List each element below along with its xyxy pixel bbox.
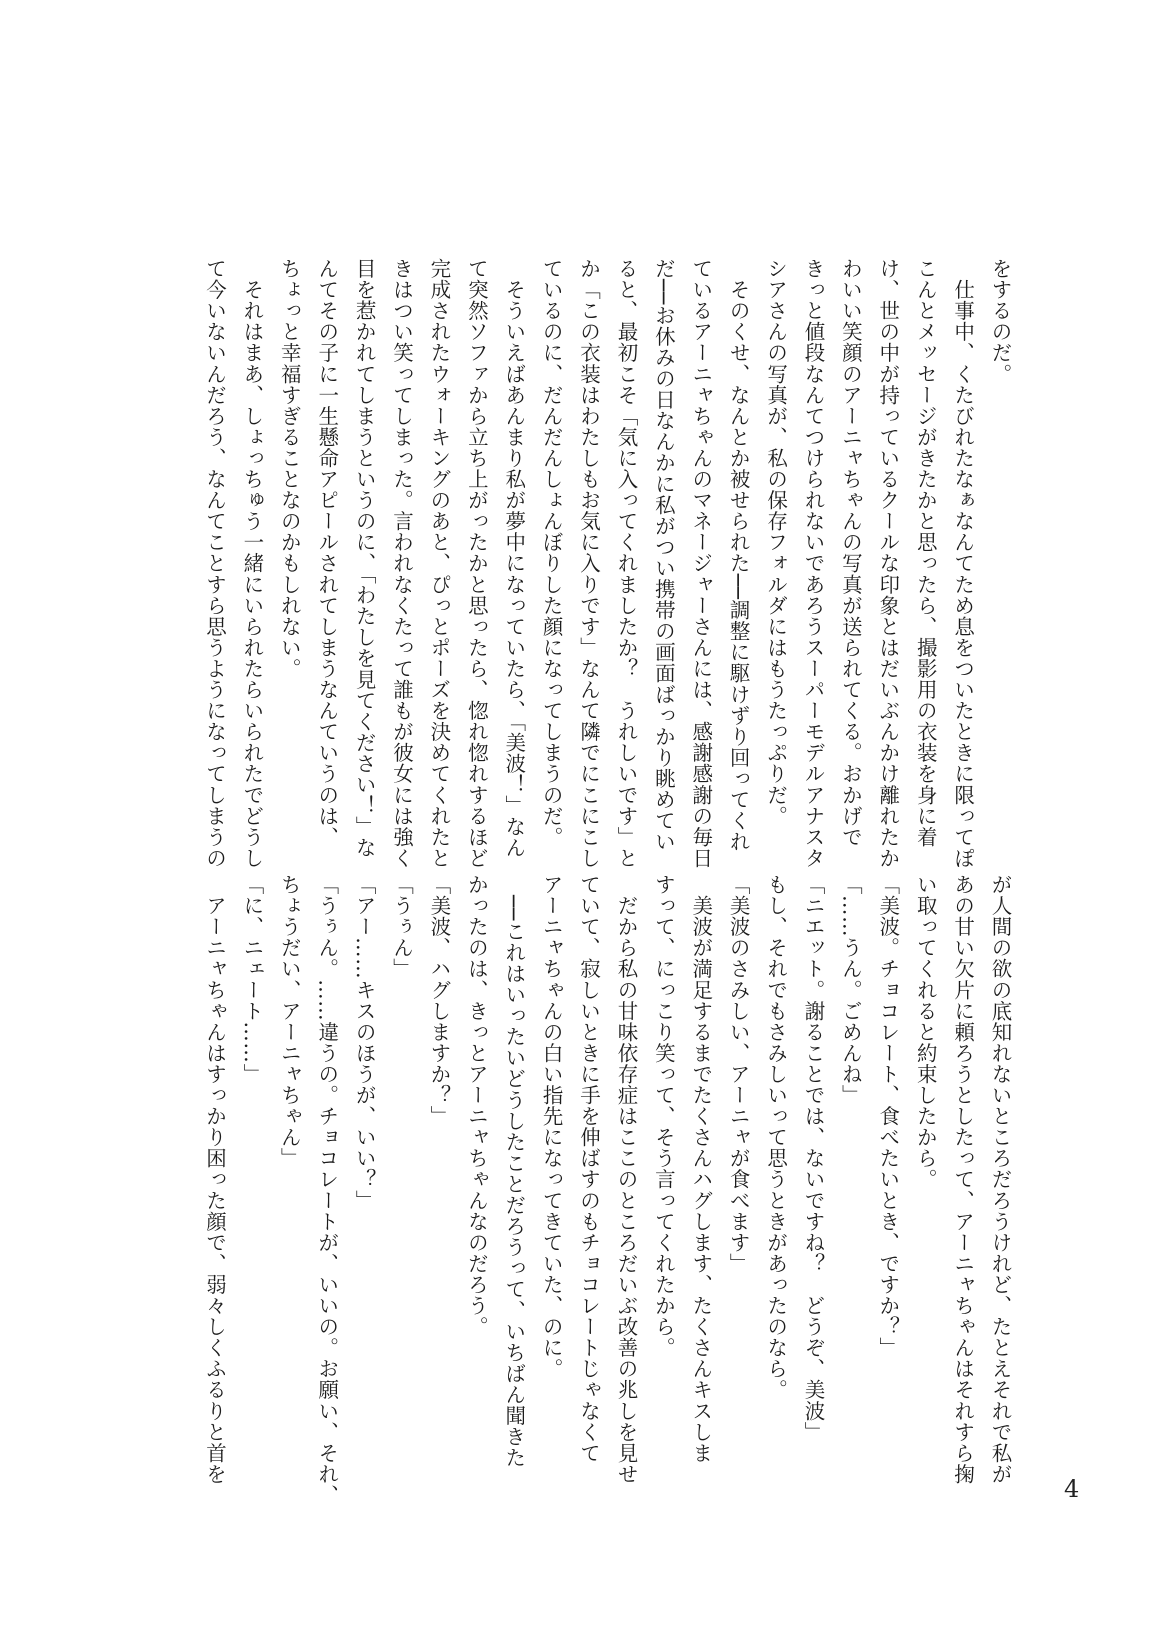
text-line: だ──お休みの日なんかに私がつい携帯の画面ばっかり眺めてい [651,258,676,853]
text-line: ちょうだい、アーニャちゃん」 [277,874,302,1169]
text-line: 「に、ニェート……」 [239,874,264,1085]
text-line: わいい笑顔のアーニャちゃんの写真が送られてくる。おかげで [838,258,863,848]
text-line: 完成されたウォーキングのあと、ぴっとポーズを決めてくれたと [426,258,451,869]
text-line: 「……うん。ごめんね」 [838,874,863,1106]
text-line: こんとメッセージがきたかと思ったら、撮影用の衣装を身に着 [913,258,938,848]
text-line: て突然ソファから立ち上がったかと思ったら、惚れ惚れするほど [464,258,489,869]
page-number: 4 [1064,1475,1080,1503]
text-line: ているのに、だんだんしょんぼりした顔になってしまうのだ。 [539,258,564,848]
text-line: そういえばあんまり私が夢中になっていたら、「美波！」なん [501,258,526,859]
text-line: それはまあ、しょっちゅう一緒にいられたらいられたでどうし [239,258,264,869]
text-line: アーニャちゃんの白い指先になってきていた、のに。 [539,874,564,1380]
upper-text-block [195,258,1018,869]
text-line: ──これはいったいどうしたことだろうって、いちばん聞きた [501,874,526,1469]
text-line: ていて、寂しいときに手を伸ばすのもチョコレートじゃなくて [576,874,601,1464]
text-line: きはつい笑ってしまった。言われなくたって誰もが彼女には強く [389,258,414,869]
text-line: かったのは、きっとアーニャちゃんなのだろう。 [464,874,489,1338]
text-line: 「美波。チョコレート、食べたいとき、ですか？」 [875,874,900,1359]
text-line: か「この衣装はわたしもお気に入りです」なんて隣でにこにこし [576,258,601,869]
text-line: ると、最初こそ「気に入ってくれましたか？ うれしいです」と [613,258,638,869]
text-line: 「うぅん」 [389,874,414,980]
text-line: すって、にっこり笑って、そう言ってくれたから。 [651,874,676,1359]
text-line: そのくせ、なんとか被せられた──調整に駆けずり回ってくれ [726,258,751,853]
text-line: ているアーニャちゃんのマネージャーさんには、感謝感謝の毎日 [688,258,713,869]
text-line: だから私の甘味依存症はここのところだいぶ改善の兆しを見せ [613,874,638,1485]
text-line: 「美波のさみしい、アーニャが食べます」 [726,874,751,1274]
text-line: もし、それでもさみしいって思うときがあったのなら。 [763,874,788,1401]
text-line: い取ってくれると約束したから。 [913,874,938,1190]
text-line: 「美波、ハグしますか？」 [426,874,451,1127]
text-line: アーニャちゃんはすっかり困った顔で、弱々しくふるりと首を [202,874,227,1485]
text-line: をするのだ。 [988,258,1012,385]
text-line: 仕事中、くたびれたなぁなんてため息をついたときに限ってぽ [950,258,975,869]
text-line: 「うぅん。……違うの。チョコレートが、いいの。お願い、それ、 [314,874,339,1506]
text-line: んてその子に一生懸命アピールされてしまうなんていうのは、 [314,258,339,848]
text-line: あの甘い欠片に頼ろうとしたって、アーニャちゃんはそれすら掬 [950,874,975,1485]
text-line: 「ニエット。謝ることでは、ないですね？ どうぞ、美波」 [800,874,825,1443]
text-line: ちょっと幸福すぎることなのかもしれない。 [277,258,302,679]
lower-text-block [170,874,1018,1506]
text-line: け、世の中が持っているクールな印象とはだいぶんかけ離れたか [875,258,900,869]
text-line: きっと値段なんてつけられないであろうスーパーモデルアナスタ [800,258,825,869]
text-line: 美波が満足するまでたくさんハグします、たくさんキスしま [688,874,713,1464]
text-line: シアさんの写真が、私の保存フォルダにはもうたっぷりだ。 [763,258,788,827]
text-line: 目を惹かれてしまうというのに、「わたしを見てください！」な [352,258,377,859]
text-line: が人間の欲の底知れないところだろうけれど、たとえそれで私が [988,874,1012,1485]
text-line: て今いないんだろう、なんてことすら思うようになってしまうの [202,258,227,869]
text-line: 「アー……キスのほうが、いい？」 [352,874,377,1211]
